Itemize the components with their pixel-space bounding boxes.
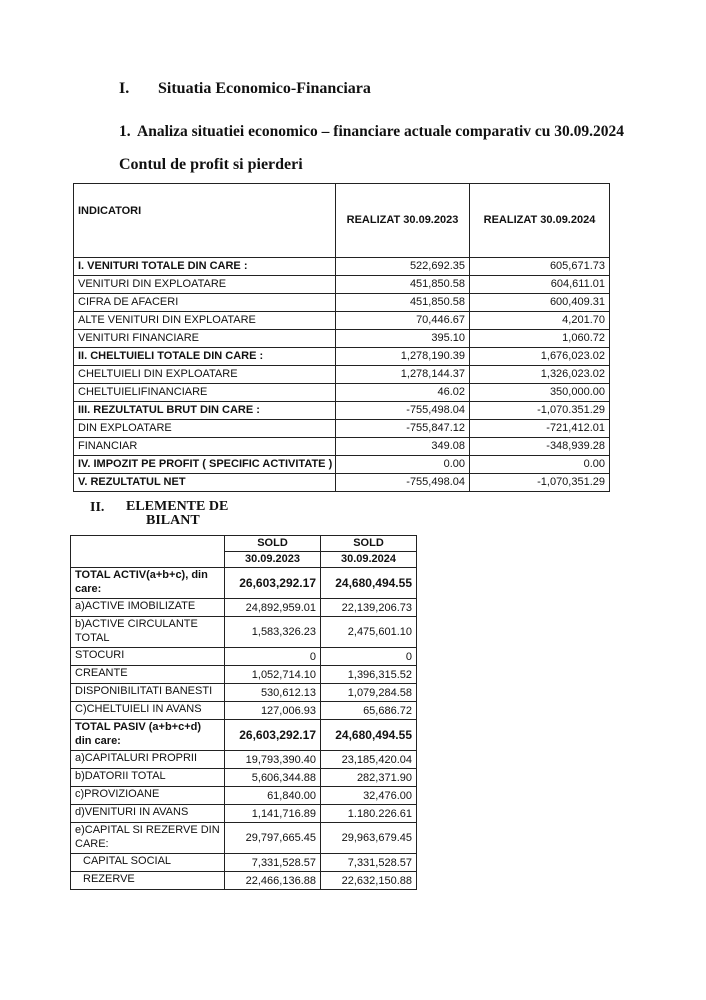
column-header-2024: REALIZAT 30.09.2024 bbox=[470, 184, 610, 258]
value-2024: 2,475,601.10 bbox=[321, 617, 417, 648]
table-row bbox=[74, 276, 610, 294]
table-row bbox=[71, 617, 417, 648]
row-label: c)PROVIZIOANE bbox=[71, 787, 225, 805]
table-header-row bbox=[71, 552, 417, 568]
value-2024: -1,070.351.29 bbox=[470, 402, 610, 420]
value-2023: 1,583,326.23 bbox=[225, 617, 321, 648]
value-2024: -721,412.01 bbox=[470, 420, 610, 438]
value-2024: 604,611.01 bbox=[470, 276, 610, 294]
row-label: b)ACTIVE CIRCULANTE TOTAL bbox=[71, 617, 225, 648]
row-label: a)CAPITALURI PROPRII bbox=[71, 751, 225, 769]
row-label: CHELTUIELI DIN EXPLOATARE bbox=[74, 366, 336, 384]
table-row bbox=[71, 751, 417, 769]
value-2024: -1,070,351.29 bbox=[470, 474, 610, 492]
row-label: ALTE VENITURI DIN EXPLOATARE bbox=[74, 312, 336, 330]
value-2024: 0.00 bbox=[470, 456, 610, 474]
value-2024: 350,000.00 bbox=[470, 384, 610, 402]
row-label: b)DATORII TOTAL bbox=[71, 769, 225, 787]
row-label: V. REZULTATUL NET bbox=[74, 474, 336, 492]
value-2023: 5,606,344.88 bbox=[225, 769, 321, 787]
value-2023: 1,278,190.39 bbox=[336, 348, 470, 366]
table-row bbox=[71, 787, 417, 805]
table-row bbox=[71, 684, 417, 702]
row-label: REZERVE bbox=[71, 872, 225, 890]
table-header-row bbox=[74, 184, 610, 258]
value-2024: 4,201.70 bbox=[470, 312, 610, 330]
value-2024: 24,680,494.55 bbox=[321, 720, 417, 751]
value-2024: 1,060.72 bbox=[470, 330, 610, 348]
value-2024: 65,686.72 bbox=[321, 702, 417, 720]
value-2023: 7,331,528.57 bbox=[225, 854, 321, 872]
value-2023: 61,840.00 bbox=[225, 787, 321, 805]
row-label: CAPITAL SOCIAL bbox=[71, 854, 225, 872]
column-header-date-2023: 30.09.2023 bbox=[225, 552, 321, 568]
table-row bbox=[74, 258, 610, 276]
table-row bbox=[71, 666, 417, 684]
table-row bbox=[71, 823, 417, 854]
value-2023: 522,692.35 bbox=[336, 258, 470, 276]
section-2-title bbox=[126, 500, 228, 528]
table-row bbox=[71, 805, 417, 823]
value-2024: 22,632,150.88 bbox=[321, 872, 417, 890]
value-2023: -755,498.04 bbox=[336, 402, 470, 420]
value-2023: 46.02 bbox=[336, 384, 470, 402]
column-header-2023: REALIZAT 30.09.2023 bbox=[336, 184, 470, 258]
value-2024: 24,680,494.55 bbox=[321, 568, 417, 599]
row-label: TOTAL PASIV (a+b+c+d) din care: bbox=[71, 720, 225, 751]
value-2023: 349.08 bbox=[336, 438, 470, 456]
row-label: STOCURI bbox=[71, 648, 225, 666]
column-header-date-2024: 30.09.2024 bbox=[321, 552, 417, 568]
row-label: II. CHELTUIELI TOTALE DIN CARE : bbox=[74, 348, 336, 366]
profit-loss-table bbox=[73, 183, 610, 492]
table-row bbox=[74, 420, 610, 438]
row-label: CREANTE bbox=[71, 666, 225, 684]
row-label: VENITURI DIN EXPLOATARE bbox=[74, 276, 336, 294]
header-empty-cell bbox=[71, 552, 225, 568]
subsection-number: 1. bbox=[119, 123, 131, 140]
row-label: DIN EXPLOATARE bbox=[74, 420, 336, 438]
column-header-indicatori: INDICATORI bbox=[74, 184, 336, 258]
table-row bbox=[74, 402, 610, 420]
value-2024: 1,396,315.52 bbox=[321, 666, 417, 684]
value-2023: 530,612.13 bbox=[225, 684, 321, 702]
column-header-sold-2024: SOLD bbox=[321, 536, 417, 552]
table-row bbox=[71, 872, 417, 890]
header-empty-cell bbox=[71, 536, 225, 552]
value-2024: 1,326,023.02 bbox=[470, 366, 610, 384]
table-row bbox=[71, 702, 417, 720]
subsection-title: Analiza situatiei economico – financiare actuale comparativ cu 30.09.2024 bbox=[137, 123, 625, 140]
row-label: C)CHELTUIELI IN AVANS bbox=[71, 702, 225, 720]
table-row bbox=[74, 366, 610, 384]
row-label: DISPONIBILITATI BANESTI bbox=[71, 684, 225, 702]
section-title: Situatia Economico-Financiara bbox=[158, 80, 371, 97]
table-row bbox=[74, 330, 610, 348]
value-2024: 0 bbox=[321, 648, 417, 666]
table-row bbox=[71, 854, 417, 872]
balance-sheet-table bbox=[70, 535, 417, 890]
table-row bbox=[74, 312, 610, 330]
table-row bbox=[74, 348, 610, 366]
value-2023: 0 bbox=[225, 648, 321, 666]
value-2023: 19,793,390.40 bbox=[225, 751, 321, 769]
value-2023: 1,278,144.37 bbox=[336, 366, 470, 384]
value-2023: 1,052,714.10 bbox=[225, 666, 321, 684]
value-2023: 0.00 bbox=[336, 456, 470, 474]
value-2023: 29,797,665.45 bbox=[225, 823, 321, 854]
table-row bbox=[74, 456, 610, 474]
row-label: CHELTUIELIFINANCIARE bbox=[74, 384, 336, 402]
value-2023: 70,446.67 bbox=[336, 312, 470, 330]
value-2024: 23,185,420.04 bbox=[321, 751, 417, 769]
value-2023: 24,892,959.01 bbox=[225, 599, 321, 617]
table-row bbox=[71, 720, 417, 751]
column-header-sold-2023: SOLD bbox=[225, 536, 321, 552]
section-2-title-line2: BILANT bbox=[146, 513, 200, 528]
table-row bbox=[74, 474, 610, 492]
row-label: I. VENITURI TOTALE DIN CARE : bbox=[74, 258, 336, 276]
table-row bbox=[74, 384, 610, 402]
value-2024: 29,963,679.45 bbox=[321, 823, 417, 854]
value-2023: 26,603,292.17 bbox=[225, 568, 321, 599]
table-row bbox=[71, 648, 417, 666]
row-label: a)ACTIVE IMOBILIZATE bbox=[71, 599, 225, 617]
value-2023: 26,603,292.17 bbox=[225, 720, 321, 751]
table-row bbox=[74, 438, 610, 456]
table-row bbox=[71, 769, 417, 787]
section-2-number: II. bbox=[90, 500, 105, 515]
value-2023: 451,850.58 bbox=[336, 276, 470, 294]
value-2023: 451,850.58 bbox=[336, 294, 470, 312]
value-2024: 7,331,528.57 bbox=[321, 854, 417, 872]
value-2024: 22,139,206.73 bbox=[321, 599, 417, 617]
value-2023: 1,141,716.89 bbox=[225, 805, 321, 823]
value-2023: -755,498.04 bbox=[336, 474, 470, 492]
section-number: I. bbox=[119, 80, 130, 97]
table-row bbox=[74, 294, 610, 312]
table-row bbox=[71, 599, 417, 617]
row-label: FINANCIAR bbox=[74, 438, 336, 456]
table-header-row bbox=[71, 536, 417, 552]
value-2024: 1,079,284.58 bbox=[321, 684, 417, 702]
value-2023: 127,006.93 bbox=[225, 702, 321, 720]
value-2024: 32,476.00 bbox=[321, 787, 417, 805]
section-2-title-line1: ELEMENTE DE bbox=[126, 499, 229, 514]
row-label: CIFRA DE AFACERI bbox=[74, 294, 336, 312]
value-2023: -755,847.12 bbox=[336, 420, 470, 438]
row-label: TOTAL ACTIV(a+b+c), din care: bbox=[71, 568, 225, 599]
value-2024: 600,409.31 bbox=[470, 294, 610, 312]
row-label: IV. IMPOZIT PE PROFIT ( SPECIFIC ACTIVITATE ) bbox=[74, 456, 336, 474]
profit-loss-title: Contul de profit si pierderi bbox=[119, 156, 303, 173]
row-label: d)VENITURI IN AVANS bbox=[71, 805, 225, 823]
value-2023: 22,466,136.88 bbox=[225, 872, 321, 890]
row-label: III. REZULTATUL BRUT DIN CARE : bbox=[74, 402, 336, 420]
value-2024: -348,939.28 bbox=[470, 438, 610, 456]
value-2024: 1,676,023.02 bbox=[470, 348, 610, 366]
row-label: VENITURI FINANCIARE bbox=[74, 330, 336, 348]
value-2023: 395.10 bbox=[336, 330, 470, 348]
table-row bbox=[71, 568, 417, 599]
value-2024: 1.180.226.61 bbox=[321, 805, 417, 823]
value-2024: 605,671.73 bbox=[470, 258, 610, 276]
value-2024: 282,371.90 bbox=[321, 769, 417, 787]
row-label: e)CAPITAL SI REZERVE DIN CARE: bbox=[71, 823, 225, 854]
